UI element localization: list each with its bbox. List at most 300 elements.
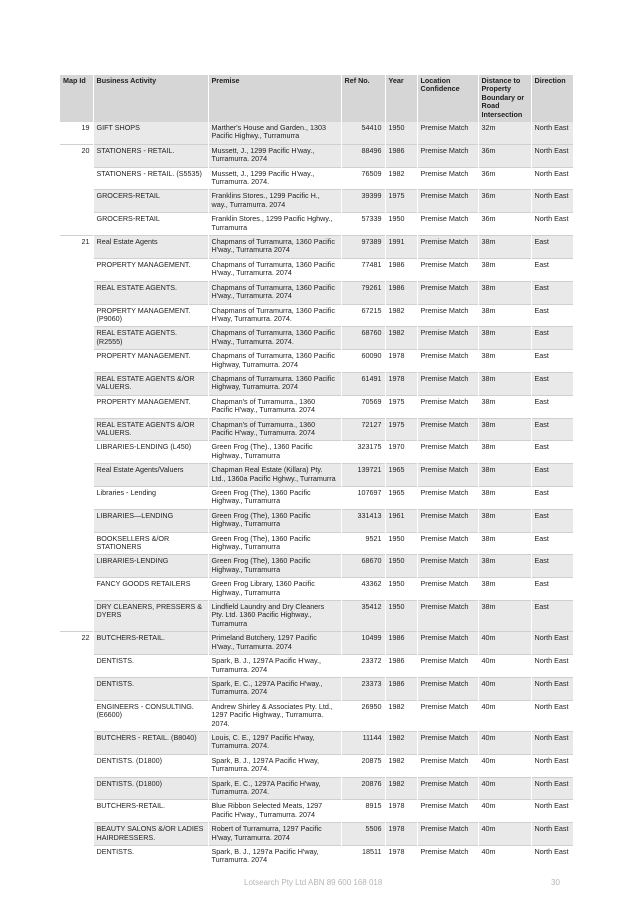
cell-year: 1978 [385,372,417,395]
cell-map-id [60,372,93,395]
cell-ref-no: 54410 [341,122,385,144]
cell-premise: Spark, B. J., 1297A Pacific H'way, Turramurra. 2074. [208,754,341,777]
cell-business-activity: REAL ESTATE AGENTS &/OR VALUERS. [93,418,208,441]
cell-direction: East [531,327,573,350]
cell-premise: Spark, B. J., 1297A Pacific H'way., Turramurra. 2074 [208,655,341,678]
cell-location-confidence: Premise Match [417,777,478,800]
cell-direction: East [531,464,573,487]
cell-business-activity: STATIONERS - RETAIL. (S5535) [93,167,208,190]
cell-business-activity: GIFT SHOPS [93,122,208,144]
cell-location-confidence: Premise Match [417,800,478,823]
cell-location-confidence: Premise Match [417,700,478,731]
cell-premise: Chapmans of Turramurra, 1360 Pacific H'way., Turramurra. 2074 [208,258,341,281]
cell-premise: Blue Ribbon Selected Meats, 1297 Pacific H'way., Turramurra. 2074 [208,800,341,823]
cell-location-confidence: Premise Match [417,327,478,350]
cell-business-activity: DENTISTS. [93,846,208,868]
cell-map-id [60,418,93,441]
cell-distance: 40m [478,800,531,823]
cell-location-confidence: Premise Match [417,372,478,395]
cell-ref-no: 26950 [341,700,385,731]
cell-ref-no: 35412 [341,601,385,632]
cell-map-id [60,800,93,823]
cell-year: 1978 [385,846,417,868]
cell-ref-no: 10499 [341,632,385,655]
footer-company: Lotsearch Pty Ltd ABN 89 600 168 018 [244,878,383,887]
cell-premise: Green Frog (The), 1360 Pacific Highway., Turramurra [208,509,341,532]
cell-year: 1950 [385,122,417,144]
cell-direction: North East [531,144,573,167]
cell-location-confidence: Premise Match [417,213,478,236]
cell-premise: Green Frog (The), 1360 Pacific Highway., Turramurra [208,555,341,578]
table-row [60,350,573,373]
cell-distance: 38m [478,601,531,632]
cell-distance: 38m [478,258,531,281]
cell-map-id [60,327,93,350]
cell-business-activity: GROCERS-RETAIL [93,190,208,213]
cell-direction: East [531,281,573,304]
cell-ref-no: 323175 [341,441,385,464]
table-row [60,464,573,487]
cell-distance: 38m [478,350,531,373]
cell-premise: Marther's House and Garden., 1303 Pacific Highwy., Turramurra [208,122,341,144]
cell-map-id [60,555,93,578]
cell-distance: 40m [478,823,531,846]
cell-premise: Chapmans of Turramurra, 1360 Pacific H'way., Turramurra. 2074 [208,281,341,304]
cell-direction: North East [531,190,573,213]
cell-year: 1982 [385,304,417,327]
cell-distance: 36m [478,144,531,167]
cell-direction: North East [531,655,573,678]
cell-direction: North East [531,823,573,846]
cell-location-confidence: Premise Match [417,655,478,678]
cell-premise: Franklins Stores., 1299 Pacific H., way., Turramurra. 2074 [208,190,341,213]
cell-distance: 36m [478,167,531,190]
cell-ref-no: 72127 [341,418,385,441]
cell-direction: East [531,372,573,395]
cell-ref-no: 5506 [341,823,385,846]
cell-year: 1975 [385,418,417,441]
cell-direction: East [531,532,573,555]
cell-ref-no: 11144 [341,731,385,754]
cell-map-id [60,487,93,510]
cell-map-id: 20 [60,144,93,167]
cell-year: 1986 [385,632,417,655]
cell-map-id [60,304,93,327]
cell-map-id [60,281,93,304]
cell-year: 1950 [385,555,417,578]
cell-year: 1986 [385,281,417,304]
table-row [60,441,573,464]
cell-premise: Green Frog Library, 1360 Pacific Highway., Turramurra [208,578,341,601]
cell-year: 1975 [385,190,417,213]
header-ref-no: Ref No. [341,75,385,122]
cell-direction: North East [531,122,573,144]
cell-direction: East [531,555,573,578]
cell-ref-no: 68760 [341,327,385,350]
cell-business-activity: BOOKSELLERS &/OR STATIONERS [93,532,208,555]
cell-year: 1982 [385,731,417,754]
cell-business-activity: LIBRARIES-LENDING (L450) [93,441,208,464]
cell-distance: 38m [478,487,531,510]
cell-distance: 38m [478,236,531,259]
cell-ref-no: 76509 [341,167,385,190]
cell-location-confidence: Premise Match [417,555,478,578]
cell-distance: 38m [478,555,531,578]
cell-map-id [60,532,93,555]
cell-location-confidence: Premise Match [417,677,478,700]
header-business-activity: Business Activity [93,75,208,122]
cell-location-confidence: Premise Match [417,281,478,304]
cell-ref-no: 97389 [341,236,385,259]
cell-year: 1978 [385,823,417,846]
cell-year: 1982 [385,327,417,350]
cell-map-id [60,846,93,868]
cell-direction: East [531,395,573,418]
cell-direction: East [531,441,573,464]
table-row [60,509,573,532]
cell-distance: 38m [478,372,531,395]
table-row [60,754,573,777]
cell-distance: 40m [478,777,531,800]
table-row [60,418,573,441]
cell-direction: North East [531,754,573,777]
cell-business-activity: LIBRARIES-LENDING [93,555,208,578]
cell-map-id [60,601,93,632]
cell-location-confidence: Premise Match [417,846,478,868]
cell-premise: Primeland Butchery, 1297 Pacific H'way., Turramurra. 2074 [208,632,341,655]
cell-location-confidence: Premise Match [417,601,478,632]
cell-location-confidence: Premise Match [417,144,478,167]
cell-year: 1978 [385,800,417,823]
cell-direction: North East [531,632,573,655]
table-row [60,777,573,800]
cell-business-activity: DENTISTS. (D1800) [93,777,208,800]
cell-premise: Green Frog (The)., 1360 Pacific Highway., Turramurra [208,441,341,464]
cell-premise: Spark, E. C., 1297A Pacific H'way., Turramurra. 2074 [208,677,341,700]
cell-ref-no: 67215 [341,304,385,327]
cell-ref-no: 9521 [341,532,385,555]
cell-premise: Mussett, J., 1299 Pacific H'way., Turramurra. 2074 [208,144,341,167]
cell-map-id [60,258,93,281]
cell-ref-no: 8915 [341,800,385,823]
cell-location-confidence: Premise Match [417,258,478,281]
cell-business-activity: DENTISTS. [93,655,208,678]
cell-location-confidence: Premise Match [417,122,478,144]
cell-ref-no: 70569 [341,395,385,418]
cell-premise: Chapman Real Estate (Killara) Pty. Ltd., 1360a Pacific Hghwy., Turramurra [208,464,341,487]
table-row [60,846,573,868]
cell-location-confidence: Premise Match [417,167,478,190]
cell-business-activity: REAL ESTATE AGENTS &/OR VALUERS. [93,372,208,395]
cell-distance: 32m [478,122,531,144]
cell-premise: Andrew Shirley & Associates Pty. Ltd., 1297 Pacific Highway., Turramurra. 2074. [208,700,341,731]
cell-year: 1986 [385,677,417,700]
cell-year: 1982 [385,167,417,190]
cell-ref-no: 20875 [341,754,385,777]
cell-ref-no: 68670 [341,555,385,578]
table-body [60,122,573,868]
cell-business-activity: FANCY GOODS RETAILERS [93,578,208,601]
cell-ref-no: 77481 [341,258,385,281]
cell-ref-no: 88496 [341,144,385,167]
cell-map-id [60,190,93,213]
cell-business-activity: LIBRARIES—LENDING [93,509,208,532]
cell-business-activity: PROPERTY MANAGEMENT. [93,350,208,373]
cell-premise: Chapman's of Turramurra., 1360 Pacific H'way., Turramurra. 2074 [208,418,341,441]
cell-distance: 38m [478,327,531,350]
cell-premise: Chapmans of Turramurra, 1360 Pacific H'way, Turramurra. 2074. [208,304,341,327]
cell-distance: 40m [478,677,531,700]
cell-direction: North East [531,167,573,190]
cell-year: 1982 [385,700,417,731]
cell-distance: 40m [478,731,531,754]
cell-premise: Green Frog (The), 1360 Pacific Highway., Turramurra [208,487,341,510]
cell-year: 1970 [385,441,417,464]
cell-distance: 38m [478,578,531,601]
cell-business-activity: PROPERTY MANAGEMENT. [93,258,208,281]
cell-direction: North East [531,677,573,700]
cell-year: 1961 [385,509,417,532]
header-map-id: Map Id [60,75,93,122]
cell-premise: Louis, C. E., 1297 Pacific H'way, Turramurra. 2074. [208,731,341,754]
cell-location-confidence: Premise Match [417,190,478,213]
cell-premise: Chapmans of Turramurra, 1360 Pacific H'way., Turramurra. 2074. [208,327,341,350]
cell-business-activity: BUTCHERS-RETAIL. [93,632,208,655]
cell-distance: 38m [478,532,531,555]
cell-distance: 36m [478,190,531,213]
cell-year: 1986 [385,258,417,281]
cell-ref-no: 61491 [341,372,385,395]
cell-map-id: 19 [60,122,93,144]
cell-location-confidence: Premise Match [417,509,478,532]
table-row [60,167,573,190]
cell-map-id [60,350,93,373]
footer-page-number: 30 [551,878,560,887]
cell-ref-no: 43362 [341,578,385,601]
cell-distance: 40m [478,655,531,678]
cell-distance: 40m [478,700,531,731]
cell-location-confidence: Premise Match [417,532,478,555]
cell-location-confidence: Premise Match [417,304,478,327]
cell-business-activity: PROPERTY MANAGEMENT. [93,395,208,418]
cell-ref-no: 23372 [341,655,385,678]
cell-distance: 38m [478,464,531,487]
cell-direction: East [531,236,573,259]
cell-ref-no: 23373 [341,677,385,700]
cell-location-confidence: Premise Match [417,464,478,487]
cell-year: 1982 [385,777,417,800]
cell-map-id [60,731,93,754]
cell-ref-no: 57339 [341,213,385,236]
table-row [60,236,573,259]
cell-direction: East [531,578,573,601]
cell-distance: 40m [478,846,531,868]
cell-distance: 40m [478,754,531,777]
cell-location-confidence: Premise Match [417,441,478,464]
cell-map-id [60,578,93,601]
cell-year: 1965 [385,464,417,487]
cell-business-activity: Real Estate Agents/Valuers [93,464,208,487]
cell-business-activity: DENTISTS. (D1800) [93,754,208,777]
cell-year: 1978 [385,350,417,373]
cell-map-id [60,677,93,700]
cell-business-activity: ENGINEERS - CONSULTING. (E6600) [93,700,208,731]
table-row [60,731,573,754]
cell-ref-no: 39399 [341,190,385,213]
table-row [60,700,573,731]
cell-premise: Franklin Stores., 1299 Pacific Hghwy., Turramurra [208,213,341,236]
cell-premise: Spark, B. J., 1297a Pacific H'way, Turramurra. 2074 [208,846,341,868]
cell-map-id [60,700,93,731]
cell-premise: Chapman's of Turramurra., 1360 Pacific H'way., Turramurra. 2074 [208,395,341,418]
cell-direction: North East [531,777,573,800]
cell-year: 1950 [385,213,417,236]
cell-business-activity: BUTCHERS-RETAIL. [93,800,208,823]
cell-distance: 38m [478,395,531,418]
cell-map-id [60,464,93,487]
cell-location-confidence: Premise Match [417,418,478,441]
cell-map-id: 22 [60,632,93,655]
cell-distance: 40m [478,632,531,655]
cell-distance: 38m [478,304,531,327]
cell-premise: Chapmans of Turramurra, 1360 Pacific H'way., Turramurra 2074 [208,236,341,259]
table-row [60,213,573,236]
table-row [60,395,573,418]
cell-business-activity: GROCERS-RETAIL [93,213,208,236]
table-row [60,677,573,700]
cell-direction: East [531,304,573,327]
table-row [60,655,573,678]
cell-map-id [60,167,93,190]
cell-map-id [60,213,93,236]
cell-ref-no: 331413 [341,509,385,532]
table-row [60,327,573,350]
table-row [60,823,573,846]
table-row [60,555,573,578]
cell-ref-no: 20876 [341,777,385,800]
cell-year: 1982 [385,754,417,777]
cell-ref-no: 60090 [341,350,385,373]
cell-year: 1950 [385,532,417,555]
cell-business-activity: STATIONERS - RETAIL. [93,144,208,167]
table-row [60,190,573,213]
cell-distance: 38m [478,441,531,464]
cell-location-confidence: Premise Match [417,754,478,777]
header-distance: Distance to Property Boundary or Road Intersection [478,75,531,122]
header-premise: Premise [208,75,341,122]
table-row [60,372,573,395]
cell-direction: East [531,487,573,510]
cell-map-id: 21 [60,236,93,259]
table-row [60,304,573,327]
cell-premise: Chapmans of Turramurra, 1360 Pacific Highway, Turramurra. 2074 [208,350,341,373]
cell-premise: Robert of Turramurra, 1297 Pacific H'way, Turramurra. 2074 [208,823,341,846]
cell-direction: East [531,350,573,373]
cell-premise: Mussett, J., 1299 Pacific H'way., Turramurra. 2074. [208,167,341,190]
cell-business-activity: BEAUTY SALONS &/OR LADIES HAIRDRESSERS. [93,823,208,846]
cell-year: 1986 [385,144,417,167]
cell-direction: East [531,509,573,532]
table-row [60,532,573,555]
cell-location-confidence: Premise Match [417,487,478,510]
header-year: Year [385,75,417,122]
cell-business-activity: REAL ESTATE AGENTS. [93,281,208,304]
header-direction: Direction [531,75,573,122]
cell-premise: Lindfield Laundry and Dry Cleaners Pty. Ltd. 1360 Pacific Highway., Turramurra [208,601,341,632]
cell-business-activity: Real Estate Agents [93,236,208,259]
cell-map-id [60,754,93,777]
table-row [60,800,573,823]
table-row [60,578,573,601]
cell-map-id [60,395,93,418]
cell-year: 1950 [385,578,417,601]
cell-business-activity: Libraries - Lending [93,487,208,510]
cell-map-id [60,777,93,800]
cell-business-activity: PROPERTY MANAGEMENT. (P9060) [93,304,208,327]
cell-year: 1975 [385,395,417,418]
cell-location-confidence: Premise Match [417,578,478,601]
table-row [60,487,573,510]
cell-direction: North East [531,213,573,236]
cell-distance: 38m [478,509,531,532]
table-row [60,601,573,632]
business-activity-table [60,75,574,868]
cell-business-activity: DRY CLEANERS, PRESSERS & DYERS [93,601,208,632]
cell-direction: East [531,418,573,441]
cell-distance: 38m [478,281,531,304]
cell-direction: North East [531,846,573,868]
cell-ref-no: 107697 [341,487,385,510]
table-row [60,122,573,144]
cell-ref-no: 18511 [341,846,385,868]
cell-distance: 38m [478,418,531,441]
cell-ref-no: 79261 [341,281,385,304]
cell-direction: North East [531,700,573,731]
cell-location-confidence: Premise Match [417,823,478,846]
table-row [60,144,573,167]
cell-location-confidence: Premise Match [417,236,478,259]
cell-map-id [60,823,93,846]
cell-direction: North East [531,731,573,754]
header-location-confidence: Location Confidence [417,75,478,122]
cell-premise: Green Frog (The), 1360 Pacific Highway., Turramurra [208,532,341,555]
cell-distance: 36m [478,213,531,236]
cell-premise: Spark, E. C., 1297A Pacific H'way, Turramurra. 2074. [208,777,341,800]
cell-location-confidence: Premise Match [417,395,478,418]
cell-year: 1950 [385,601,417,632]
cell-location-confidence: Premise Match [417,350,478,373]
cell-business-activity: DENTISTS. [93,677,208,700]
cell-direction: East [531,601,573,632]
cell-ref-no: 139721 [341,464,385,487]
cell-year: 1991 [385,236,417,259]
cell-location-confidence: Premise Match [417,632,478,655]
cell-direction: North East [531,800,573,823]
cell-map-id [60,509,93,532]
cell-direction: East [531,258,573,281]
cell-year: 1986 [385,655,417,678]
table-row [60,281,573,304]
cell-map-id [60,655,93,678]
cell-map-id [60,441,93,464]
cell-year: 1965 [385,487,417,510]
records-page [60,75,573,868]
cell-business-activity: REAL ESTATE AGENTS. (R2555) [93,327,208,350]
cell-business-activity: BUTCHERS - RETAIL. (B8040) [93,731,208,754]
cell-location-confidence: Premise Match [417,731,478,754]
table-row [60,632,573,655]
cell-premise: Chapmans of Turramurra. 1360 Pacific Highway, Turramurra. 2074 [208,372,341,395]
